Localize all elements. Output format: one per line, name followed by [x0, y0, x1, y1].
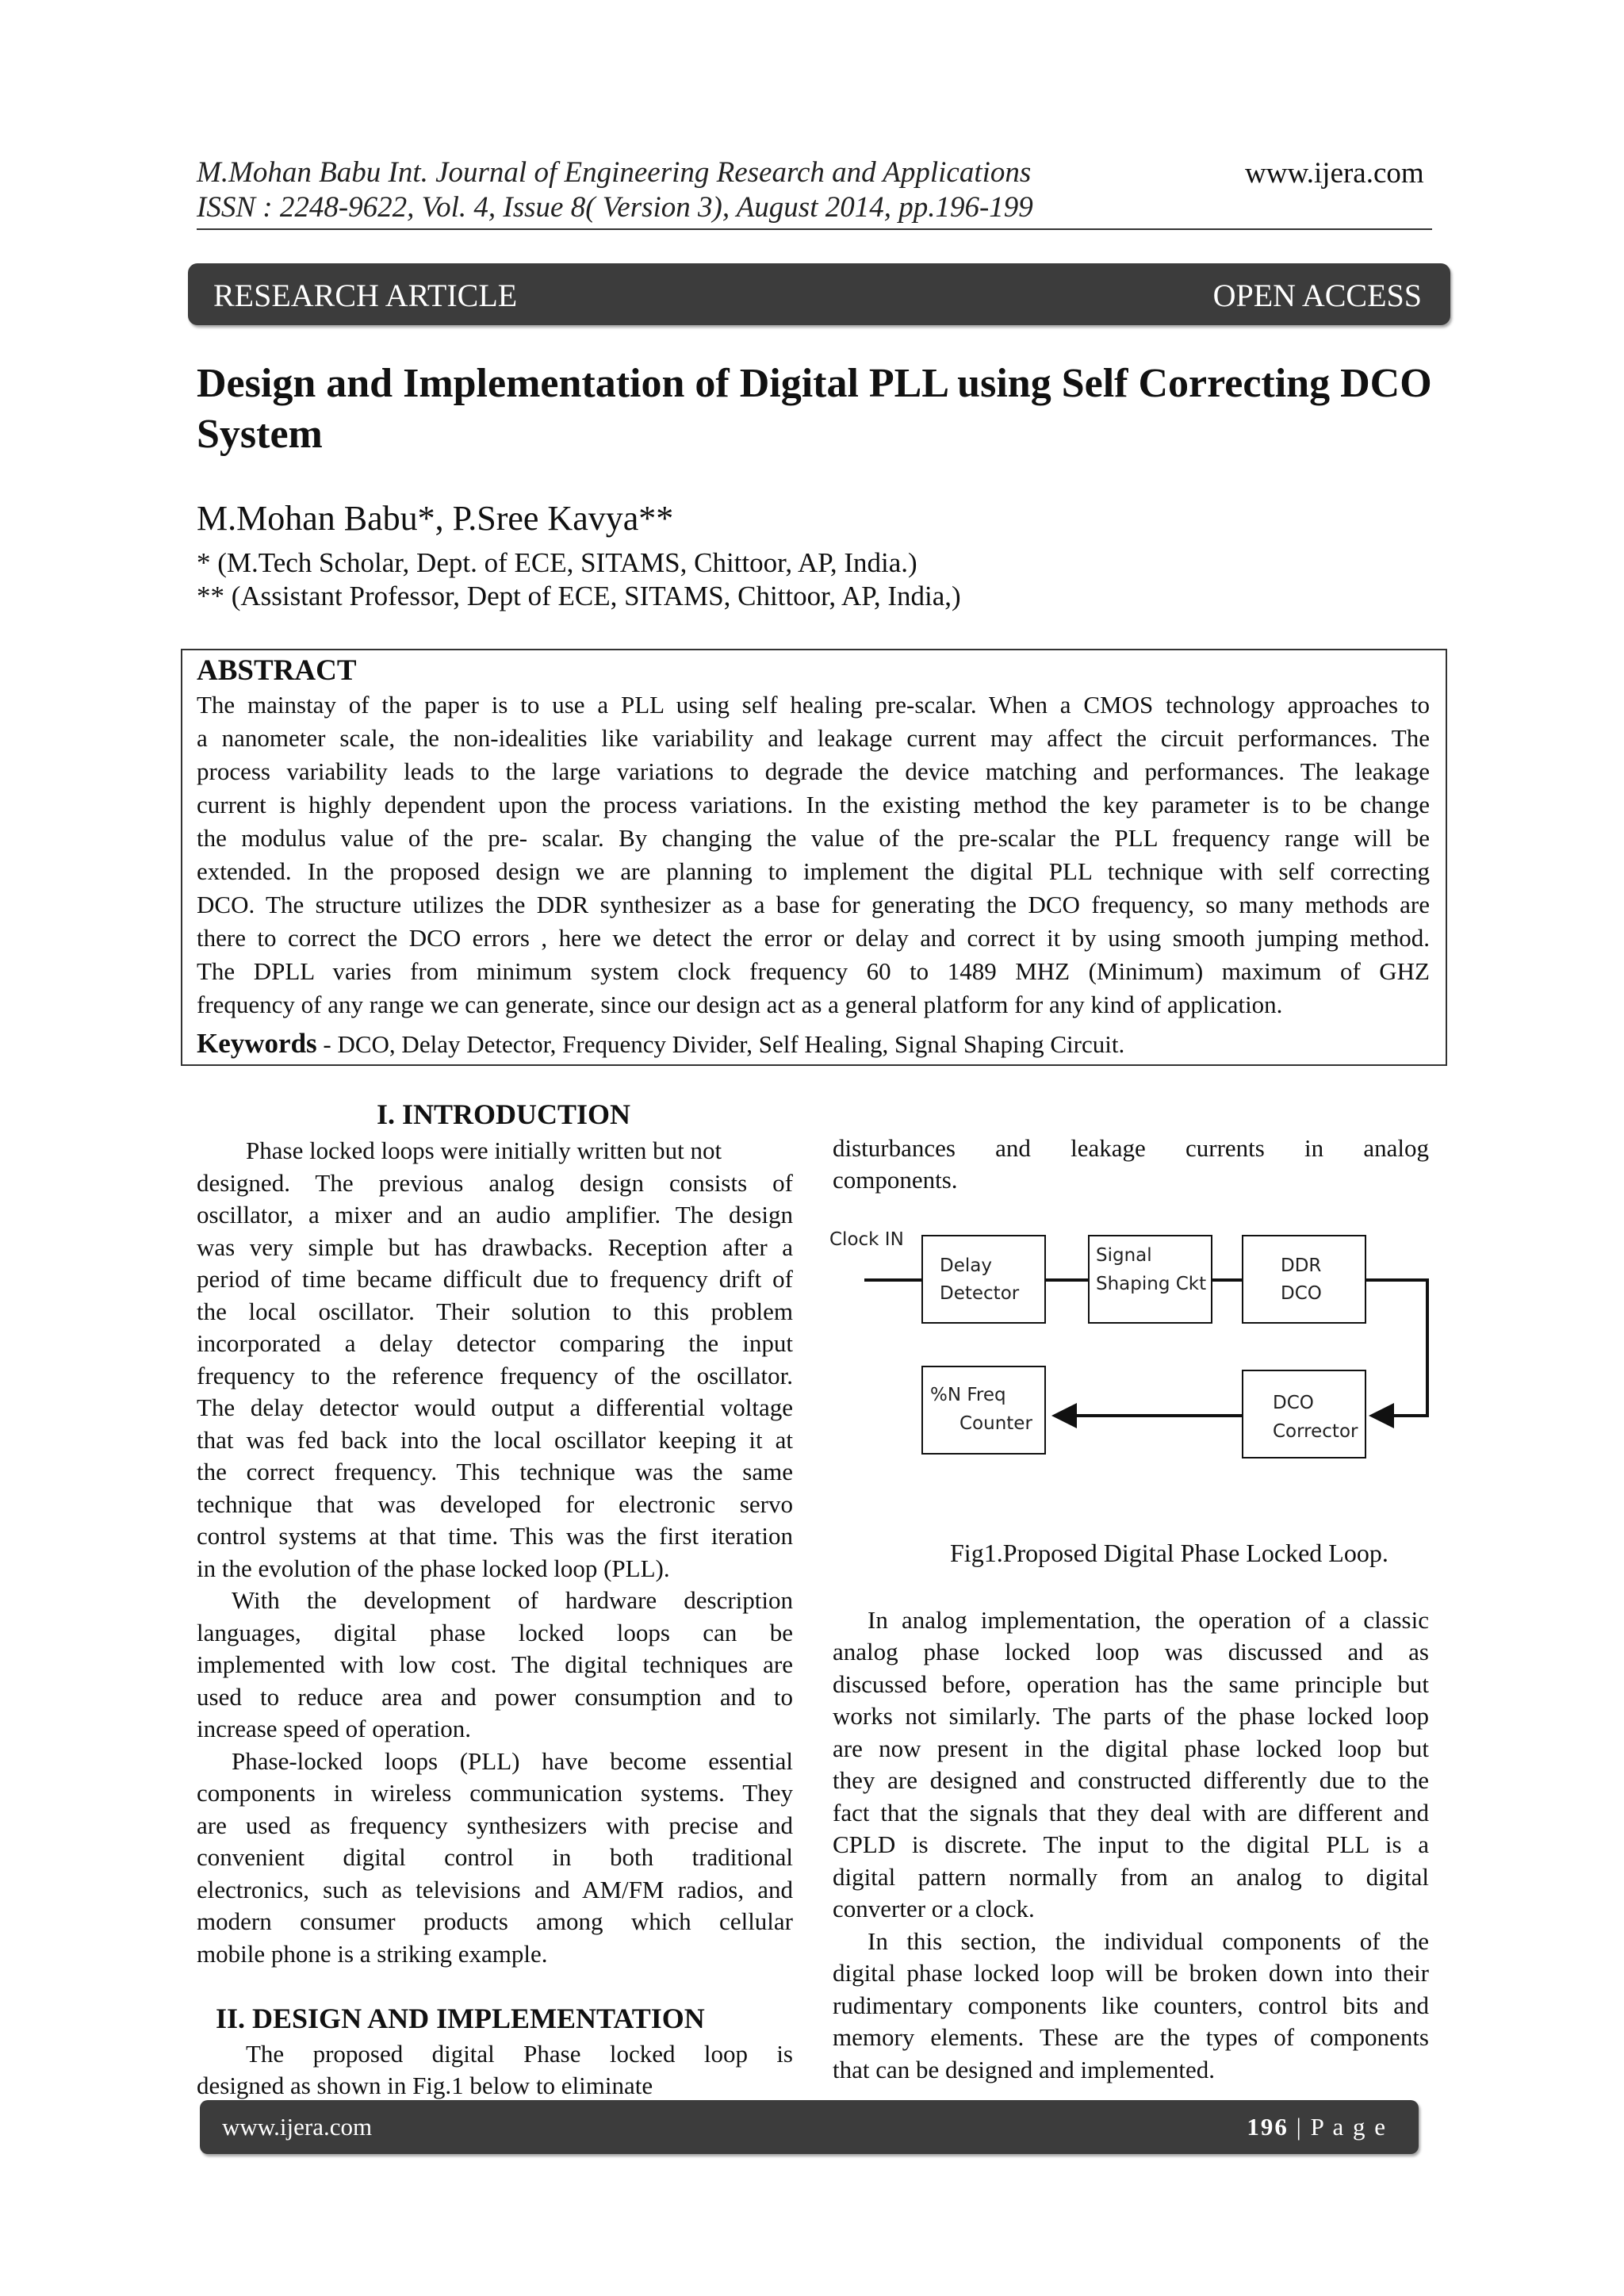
affiliation-1: * (M.Tech Scholar, Dept. of ECE, SITAMS, Chittoor, AP, India.): [197, 547, 917, 578]
right-body-line: are now present in the digital phase locked loop but: [833, 1734, 1429, 1762]
delay-detector-label-1: Delay: [940, 1255, 992, 1276]
intro-line: increase speed of operation.: [197, 1715, 472, 1742]
intro-line: convenient digital control in both traditional: [197, 1843, 793, 1871]
right-body-line: CPLD is discrete. The input to the digital PLL is a: [833, 1830, 1429, 1858]
intro-line: frequency to the reference frequency of the oscillator.: [197, 1362, 793, 1389]
header-rule: [197, 228, 1432, 230]
intro-line: implemented with low cost. The digital techniques are: [197, 1650, 793, 1678]
intro-line: are used as frequency synthesizers with precise and: [197, 1811, 793, 1839]
freq-counter-label-2: Counter: [959, 1413, 1032, 1434]
section-heading-introduction: I. INTRODUCTION: [377, 1098, 631, 1130]
intro-line: languages, digital phase locked loops can be: [197, 1619, 793, 1646]
intro-line: was very simple but has drawbacks. Reception after a: [197, 1233, 793, 1261]
intro-line: in the evolution of the phase locked loop (PLL).: [197, 1554, 670, 1582]
right-body-line: they are designed and constructed differently due to the: [833, 1766, 1429, 1794]
clock-in-label: Clock IN: [829, 1229, 904, 1250]
ddr-dco-label-1: DDR: [1281, 1255, 1322, 1276]
figure-caption: Fig1.Proposed Digital Phase Locked Loop.: [950, 1539, 1388, 1567]
intro-line: technique that was developed for electronic servo: [197, 1490, 793, 1518]
article-type-banner: [188, 263, 1450, 325]
feedback-arrow-right: [1365, 1280, 1427, 1416]
right-body-line: digital pattern normally from an analog to digital: [833, 1863, 1429, 1891]
intro-line: The delay detector would output a differential voltage: [197, 1393, 793, 1421]
abstract-line: extended. In the proposed design we are planning to implement the digital PLL technique with self correcting: [197, 857, 1430, 885]
page-number: 196: [1247, 2113, 1289, 2141]
abstract-heading: ABSTRACT: [197, 654, 357, 687]
right-body-line: works not similarly. The parts of the phase locked loop: [833, 1702, 1429, 1730]
right-body-line: In this section, the individual components of the: [868, 1927, 1429, 1955]
abstract-line: a nanometer scale, the non-idealities like variability and leakage current may affect the circuit performances. The: [197, 724, 1430, 752]
abstract-line: there to correct the DCO errors , here we detect the error or delay and correct it by using smooth jumping method.: [197, 924, 1430, 952]
paper-title: Design and Implementation of Digital PLL using Self Correcting DCO System: [197, 361, 1432, 457]
pll-block-diagram: [825, 1212, 1443, 1481]
abstract-line: current is highly dependent upon the process variations. In the existing method the key parameter is to be change: [197, 791, 1430, 818]
keywords: [197, 1028, 1124, 1060]
intro-line: that was fed back into the local oscillator keeping it at: [197, 1426, 793, 1454]
footer-page-info: [1247, 2113, 1387, 2141]
intro-line: components in wireless communication systems. They: [197, 1779, 793, 1807]
abstract-line: The DPLL varies from minimum system clock frequency 60 to 1489 MHZ (Minimum) maximum of GHZ: [197, 957, 1430, 985]
right-body-line: memory elements. These are the types of components: [833, 2023, 1429, 2051]
abstract-line: process variability leads to the large variations to degrade the device matching and performances. The leakage: [197, 757, 1430, 785]
freq-counter-block: [922, 1366, 1045, 1454]
signal-shaping-label-2: Shaping Ckt: [1096, 1274, 1207, 1294]
abstract-line: frequency of any range we can generate, since our design act as a general platform for any kind of application.: [197, 991, 1283, 1018]
abstract-line: DCO. The structure utilizes the DDR synthesizer as a base for generating the DCO frequency, so many methods are: [197, 891, 1430, 918]
intro-line: the correct frequency. This technique was the same: [197, 1458, 793, 1485]
intro-line: incorporated a delay detector comparing the input: [197, 1329, 793, 1357]
intro-line: designed. The previous analog design consists of: [197, 1169, 793, 1197]
delay-detector-label-2: Detector: [940, 1283, 1020, 1304]
journal-line-1: M.Mohan Babu Int. Journal of Engineering Research and Applications: [197, 156, 1032, 189]
ddr-dco-label-2: DCO: [1281, 1283, 1322, 1304]
page-footer: [200, 2100, 1419, 2154]
right-body-line: discussed before, operation has the same principle but: [833, 1670, 1429, 1698]
signal-shaping-label-1: Signal: [1096, 1245, 1152, 1266]
design-line: The proposed digital Phase locked loop is: [246, 2040, 793, 2068]
freq-counter-label-1: %N Freq: [930, 1385, 1006, 1405]
intro-line: Phase locked loops were initially written but not: [246, 1137, 722, 1164]
right-line: disturbances and leakage currents in analog: [833, 1134, 1429, 1162]
dco-corrector-block: [1243, 1370, 1365, 1458]
keywords-label: Keywords: [197, 1028, 317, 1059]
page-label: | P a g e: [1288, 2113, 1387, 2141]
affiliation-2: ** (Assistant Professor, Dept of ECE, SITAMS, Chittoor, AP, India,): [197, 581, 961, 611]
intro-line: mobile phone is a striking example.: [197, 1940, 548, 1968]
research-article-label: RESEARCH ARTICLE: [213, 278, 518, 313]
section-heading-design: II. DESIGN AND IMPLEMENTATION: [216, 2003, 705, 2034]
abstract-line: The mainstay of the paper is to use a PLL using self healing pre-scalar. When a CMOS technology approaches to: [197, 691, 1430, 719]
intro-line: the local oscillator. Their solution to this problem: [197, 1297, 793, 1325]
intro-line: control systems at that time. This was the first iteration: [197, 1522, 793, 1550]
intro-line: period of time became difficult due to frequency drift of: [197, 1265, 793, 1293]
abstract-line: the modulus value of the pre- scalar. By changing the value of the pre-scalar the PLL frequency range will be: [197, 824, 1430, 852]
right-body-line: In analog implementation, the operation of a classic: [868, 1606, 1429, 1634]
right-body-line: that can be designed and implemented.: [833, 2056, 1216, 2083]
intro-line: modern consumer products among which cellular: [197, 1907, 793, 1935]
right-body-line: fact that the signals that they deal with are different and: [833, 1799, 1429, 1826]
open-access-label: OPEN ACCESS: [1212, 278, 1422, 313]
right-body-line: rudimentary components like counters, control bits and: [833, 1991, 1429, 2019]
journal-website: www.ijera.com: [1245, 157, 1424, 190]
journal-line-2: ISSN : 2248-9622, Vol. 4, Issue 8( Version 3), August 2014, pp.196-199: [197, 191, 1033, 224]
delay-detector-block: [922, 1236, 1045, 1323]
design-line: designed as shown in Fig.1 below to eliminate: [197, 2072, 653, 2099]
right-body-line: converter or a clock.: [833, 1895, 1035, 1922]
intro-line: oscillator, a mixer and an audio amplifier. The design: [197, 1201, 793, 1228]
authors: M.Mohan Babu*, P.Sree Kavya**: [197, 499, 674, 538]
footer-website: www.ijera.com: [222, 2113, 373, 2141]
right-body-line: analog phase locked loop was discussed and as: [833, 1638, 1429, 1665]
intro-line: used to reduce area and power consumption and to: [197, 1683, 793, 1711]
right-line: components.: [833, 1166, 958, 1194]
dco-corrector-label-1: DCO: [1273, 1393, 1314, 1413]
right-body-line: digital phase locked loop will be broken down into their: [833, 1959, 1429, 1987]
keywords-text: - DCO, Delay Detector, Frequency Divider, Self Healing, Signal Shaping Circuit.: [316, 1030, 1125, 1058]
intro-line: electronics, such as televisions and AM/FM radios, and: [197, 1876, 793, 1903]
intro-line: Phase-locked loops (PLL) have become essential: [232, 1747, 793, 1775]
dco-corrector-label-2: Corrector: [1273, 1421, 1358, 1442]
intro-line: With the development of hardware description: [232, 1586, 793, 1614]
ddr-dco-block: [1243, 1236, 1365, 1323]
